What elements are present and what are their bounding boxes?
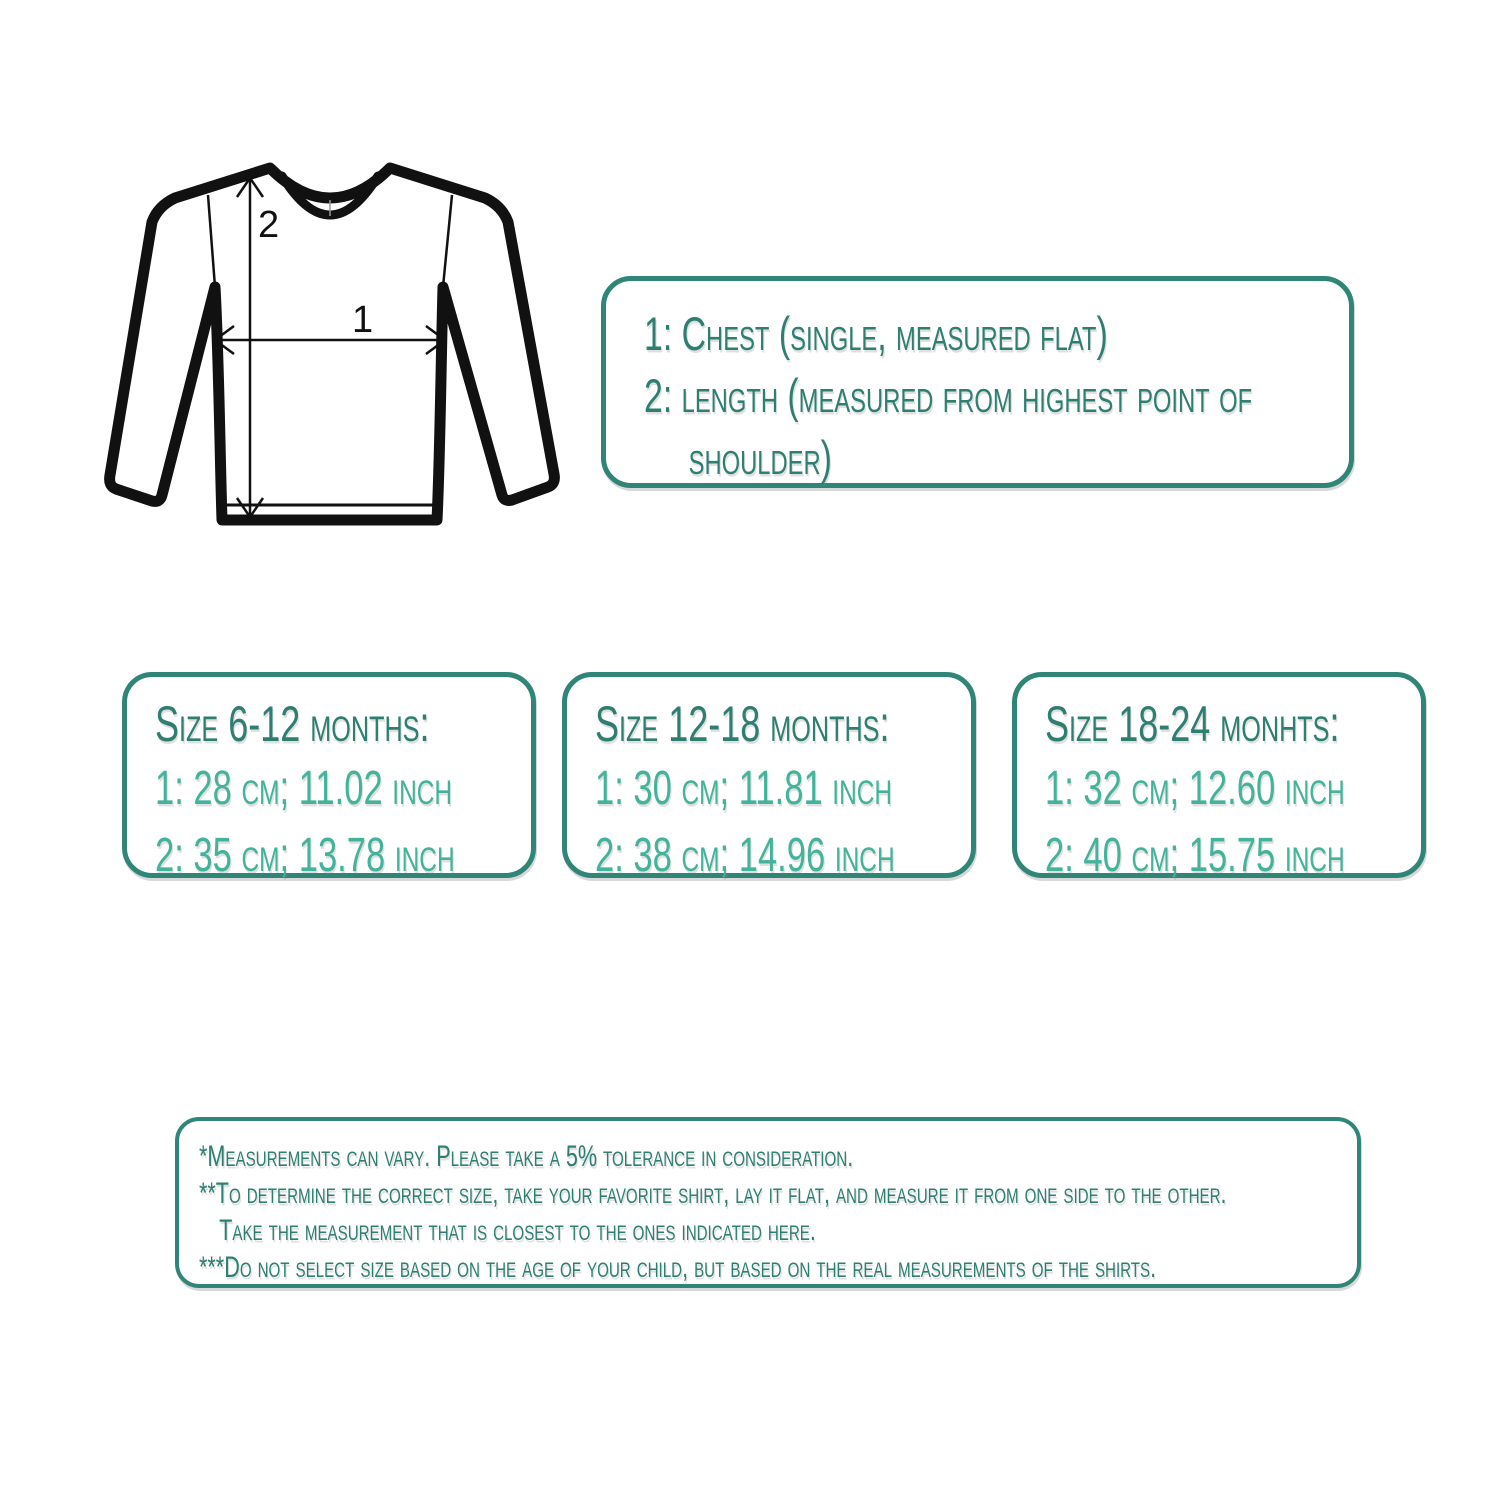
size-box-12-18-months — [562, 672, 976, 882]
shirt-measurement-diagram — [100, 140, 570, 540]
length-label: 2 — [258, 204, 280, 246]
size-title: Size 18-24 monhts: — [1045, 696, 1340, 752]
note-how-to-measure: **To determine the correct size, take your favorite shirt, lay it flat, and measure it from one side to the other. — [199, 1177, 1227, 1210]
legend-chest-definition: 1: Chest (single, measured flat) — [644, 307, 1108, 360]
size-title: Size 12-18 months: — [595, 696, 890, 752]
size-box-18-24-months — [1012, 672, 1426, 882]
measurement-legend-box — [601, 276, 1354, 488]
legend-length-definition: 2: length (measured from highest point of shoulder) — [644, 369, 1253, 484]
length-measurement: 2: 35 cm; 13.78 inch — [155, 829, 455, 882]
size-box-6-12-months — [122, 672, 536, 882]
note-how-to-measure-continued: Take the measurement that is closest to the ones indicated here. — [219, 1214, 816, 1247]
chest-measurement: 1: 32 cm; 12.60 inch — [1045, 762, 1345, 815]
length-measurement: 2: 40 cm; 15.75 inch — [1045, 829, 1345, 882]
note-age-warning: ***Do not select size based on the age of your child, but based on the real measurements of the shirts. — [199, 1251, 1157, 1284]
notes-box — [175, 1117, 1361, 1288]
shirt-outline — [110, 168, 555, 520]
length-measurement: 2: 38 cm; 14.96 inch — [595, 829, 895, 882]
chest-measurement: 1: 30 cm; 11.81 inch — [595, 762, 893, 815]
chest-label: 1 — [352, 299, 374, 341]
note-tolerance: *Measurements can vary. Please take a 5% tolerance in consideration. — [199, 1140, 854, 1173]
chest-measurement: 1: 28 cm; 11.02 inch — [155, 762, 453, 815]
size-title: Size 6-12 months: — [155, 696, 430, 752]
